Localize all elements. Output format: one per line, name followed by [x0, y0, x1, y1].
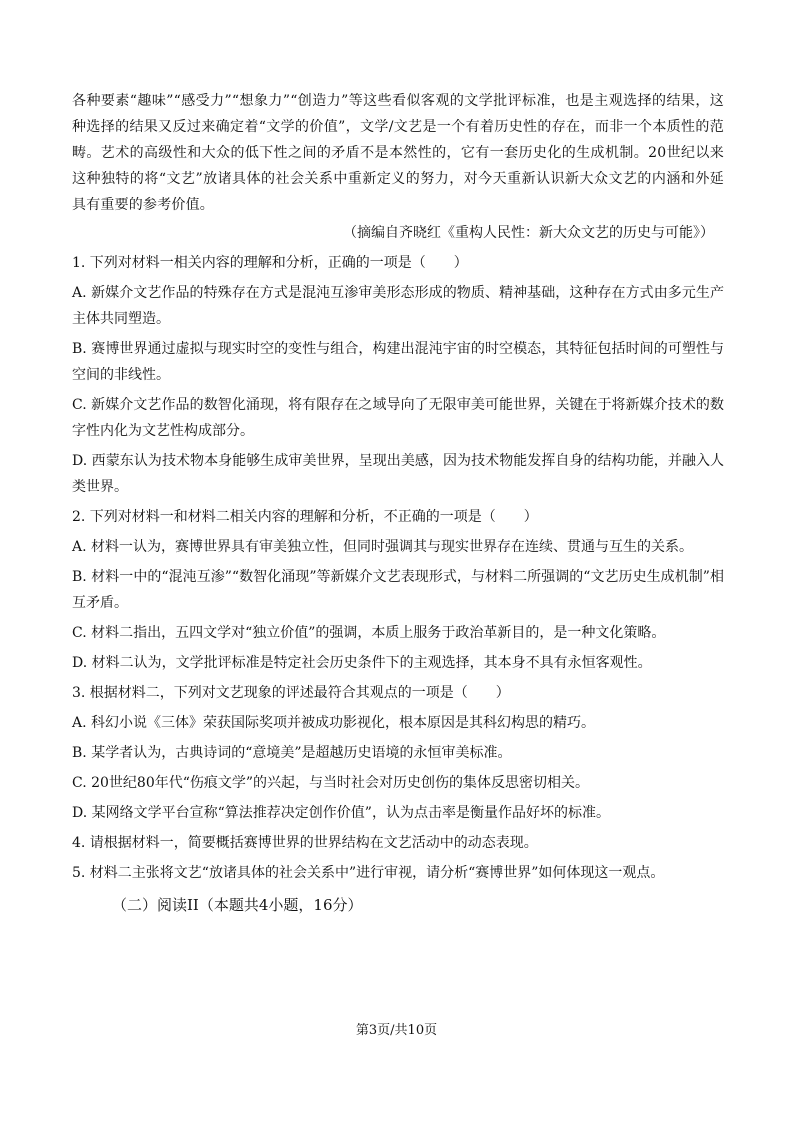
option-c: C. 材料二指出，五四文学对“独立价值”的强调，本质上服务于政治革新目的，是一种文化策略。: [72, 625, 666, 641]
option-d: D. 材料二认为，文学批评标准是特定社会历史条件下的主观选择，其本身不具有永恒客观性。: [72, 655, 652, 671]
question-stem: 2. 下列对材料一和材料二相关内容的理解和分析，不正确的一项是（ ）: [72, 509, 538, 525]
option-b: B. 材料一中的“混沌互渗”“数智化涌现”等新媒介文艺表现形式，与材料二所强调的“文艺历史生成机制”相互矛盾。: [72, 569, 724, 611]
passage-source: （摘编自齐晓红《重构人民性：新大众文艺的历史与可能》）: [343, 225, 714, 241]
option-a: A. 材料一认为，赛博世界具有审美独立性，但同时强调其与现实世界存在连续、贯通与互生的关系。: [72, 539, 694, 555]
question-stem: 4. 请根据材料一，简要概括赛博世界的世界结构在文艺活动中的动态表现。: [72, 835, 538, 851]
question-5: [72, 860, 724, 886]
option-c: C. 新媒介文艺作品的数智化涌现，将有限存在之域导向了无限审美可能世界，关键在于将新媒介技术的数字性内化为文艺性构成部分。: [72, 397, 724, 439]
option-d: D. 某网络文学平台宣称“算法推荐决定创作价值”，认为点击率是衡量作品好坏的标准。: [72, 805, 610, 821]
option-c: C. 20世纪80年代“伤痕文学”的兴起，与当时社会对历史创伤的集体反思密切相关。: [72, 775, 590, 791]
page-content: [72, 88, 724, 918]
option-a: A. 新媒介文艺作品的特殊存在方式是混沌互渗审美形态形成的物质、精神基础，这种存在方式由多元生产主体共同塑造。: [72, 285, 724, 327]
option-b: B. 某学者认为，古典诗词的“意境美”是超越历史语境的永恒审美标准。: [72, 745, 512, 761]
question-2: [72, 504, 724, 676]
section-heading: （二）阅读II（本题共4小题，16分）: [112, 896, 363, 914]
question-1: [72, 250, 724, 500]
option-d: D. 西蒙东认为技术物本身能够生成审美世界，呈现出美感，因为技术物能发挥自身的结构功能，并融入人类世界。: [72, 453, 724, 495]
page-number: 第3页/共10页: [355, 1023, 438, 1038]
option-a: A. 科幻小说《三体》荣获国际奖项并被成功影视化，根本原因是其科幻构思的精巧。: [72, 715, 596, 731]
question-3: [72, 680, 724, 826]
question-stem: 3. 根据材料二，下列对文艺现象的评述最符合其观点的一项是（ ）: [72, 685, 510, 701]
question-stem: 1. 下列对材料一相关内容的理解和分析，正确的一项是（ ）: [72, 255, 468, 271]
option-b: B. 赛博世界通过虚拟与现实时空的变性与组合，构建出混沌宇宙的时空模态，其特征包括时间的可塑性与空间的非线性。: [72, 341, 724, 383]
passage-paragraph: 各种要素“趣味”“感受力”“想象力”“创造力”等这些看似客观的文学批评标准，也是主观选择的结果，这种选择的结果又反过来确定着“文学的价值”，文学/文艺是一个有着历史性的存在，而非一个本质性的范畴。艺术的高级性和大众的低下性之间的矛盾不是本然性的，它有一套历史化的生成机制。20世纪以来这种独特的将“文艺”放诸具体的社会关系中重新定义的努力，对今天重新认识新大众文艺的内涵和外延具有重要的参考价值。: [72, 93, 724, 213]
question-stem: 5. 材料二主张将文艺“放诸具体的社会关系中”进行审视，请分析“赛博世界”如何体现这一观点。: [72, 865, 665, 881]
question-4: [72, 830, 724, 856]
